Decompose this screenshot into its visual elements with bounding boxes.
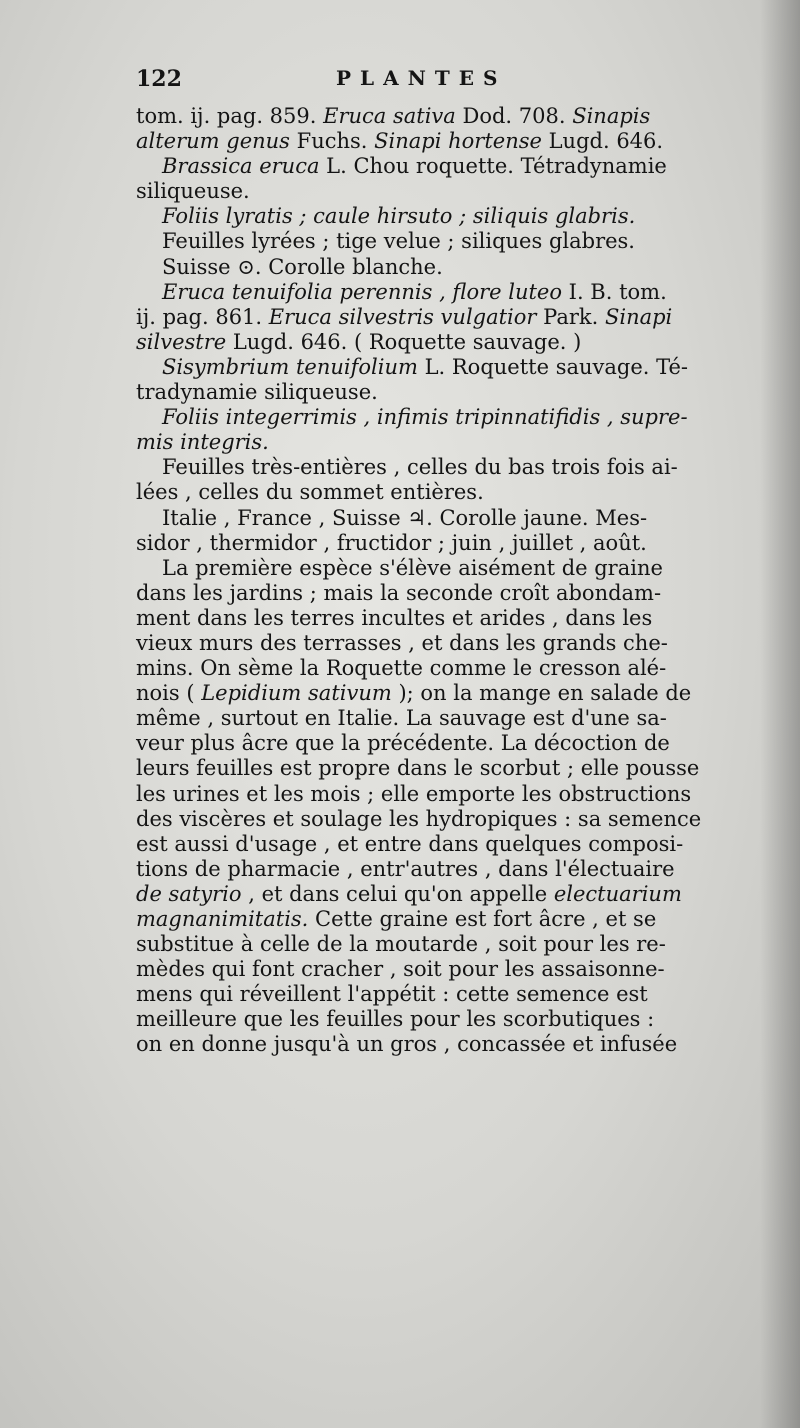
text-run: nois (	[136, 681, 202, 706]
text-run: L. Chou roquette. Tétradynamie	[319, 154, 667, 179]
text-line	[136, 104, 768, 129]
text-run: lées , celles du sommet entières.	[136, 480, 484, 505]
page-edge-shadow	[760, 0, 800, 1428]
italic-text: Foliis integerrimis , infimis tripinnatifidis , supre-	[162, 405, 688, 430]
text-line	[136, 581, 768, 606]
text-line	[136, 606, 768, 631]
text-run: on en donne jusqu'à un gros , concassée et infusée	[136, 1032, 678, 1057]
text-line	[136, 531, 768, 556]
text-line	[136, 932, 768, 957]
text-run: tions de pharmacie , entr'autres , dans l'électuaire	[136, 856, 675, 881]
italic-text: electuarium	[553, 881, 682, 906]
text-run: ment dans les terres incultes et arides , dans les	[136, 605, 653, 630]
text-line	[136, 656, 768, 681]
text-line	[136, 480, 768, 505]
italic-text: Eruca tenuifolia perennis , flore luteo	[162, 279, 562, 304]
text-line	[136, 355, 768, 380]
text-line	[136, 907, 768, 932]
text-run: Lugd. 646. ( Roquette sauvage. )	[226, 329, 582, 354]
text-line	[136, 380, 768, 405]
text-line	[136, 731, 768, 756]
text-run: ); on la mange en salade de	[391, 681, 692, 706]
text-line	[136, 832, 768, 857]
text-line	[136, 681, 768, 706]
text-line	[136, 1032, 768, 1057]
text-run: La première espèce s'élève aisément de graine	[162, 555, 663, 580]
text-line	[136, 882, 768, 907]
text-run: les urines et les mois ; elle emporte les obstructions	[136, 781, 692, 806]
text-line	[136, 506, 768, 531]
text-run: Italie , France , Suisse ♃. Corolle jaune. Mes-	[162, 505, 648, 530]
text-line	[136, 455, 768, 480]
text-run: Lugd. 646.	[541, 129, 664, 154]
text-run: est aussi d'usage , et entre dans quelques composi-	[136, 831, 684, 856]
text-line	[136, 179, 768, 204]
text-line	[136, 154, 768, 179]
text-run: mèdes qui font cracher , soit pour les assaisonne-	[136, 957, 665, 982]
text-line	[136, 957, 768, 982]
italic-text: Eruca sativa	[323, 104, 456, 128]
text-run: Feuilles très-entières , celles du bas trois fois ai-	[162, 455, 678, 480]
body-text	[136, 104, 768, 1058]
text-run: Cette graine est fort âcre , et se	[308, 907, 657, 931]
text-line	[136, 305, 768, 330]
text-run: mins. On sème la Roquette comme le cresson alé-	[136, 656, 667, 681]
text-line	[136, 706, 768, 731]
text-line	[136, 255, 768, 280]
italic-text: Foliis lyratis ; caule hirsuto ; siliquis glabris.	[162, 204, 636, 229]
text-run: Fuchs.	[289, 129, 375, 154]
text-run: des viscères et soulage les hydropiques : sa semence	[136, 806, 702, 831]
italic-text: alterum genus	[136, 129, 290, 154]
text-run: Feuilles lyrées ; tige velue ; siliques glabres.	[162, 229, 635, 254]
text-run: tradynamie siliqueuse.	[136, 380, 378, 405]
text-run: meilleure que les feuilles pour les scorbutiques :	[136, 1007, 655, 1032]
italic-text: Sinapi hortense	[374, 129, 542, 154]
text-run: substitue à celle de la moutarde , soit pour les re-	[136, 932, 666, 957]
text-line	[136, 229, 768, 254]
text-run: leurs feuilles est propre dans le scorbut ; elle pousse	[136, 756, 700, 781]
text-run: dans les jardins ; mais la seconde croît abondam-	[136, 580, 662, 605]
text-line	[136, 857, 768, 882]
text-run: mens qui réveillent l'appétit : cette semence est	[136, 982, 648, 1007]
text-line	[136, 405, 768, 430]
text-run: ij. pag. 861.	[136, 304, 269, 329]
italic-text: Eruca silvestris vulgatior	[268, 304, 537, 329]
text-run: siliqueuse.	[136, 179, 250, 204]
text-run: L. Roquette sauvage. Té-	[417, 354, 689, 379]
text-line	[136, 982, 768, 1007]
italic-text: Lepidium sativum	[201, 681, 392, 706]
italic-text: de satyrio	[136, 881, 242, 906]
text-run: Park.	[536, 304, 605, 329]
text-run: même , surtout en Italie. La sauvage est d'une sa-	[136, 706, 667, 731]
page-header	[136, 66, 766, 96]
text-line	[136, 631, 768, 656]
text-line	[136, 807, 768, 832]
text-run: I. B. tom.	[561, 279, 667, 304]
italic-text: magnanimitatis.	[136, 907, 309, 931]
text-line	[136, 1007, 768, 1032]
text-run: tom. ij. pag. 859.	[136, 104, 324, 128]
text-line	[136, 430, 768, 455]
text-line	[136, 756, 768, 781]
text-run: Dod. 708.	[455, 104, 573, 128]
text-run: sidor , thermidor , fructidor ; juin , juillet , août.	[136, 530, 647, 555]
italic-text: Sinapis	[572, 104, 651, 128]
text-run: , et dans celui qu'on appelle	[241, 881, 554, 906]
running-title: PLANTES	[336, 66, 507, 90]
text-line	[136, 556, 768, 581]
italic-text: Sisymbrium tenuifolium	[162, 354, 418, 379]
italic-text: Brassica eruca	[162, 154, 320, 179]
page-number: 122	[136, 66, 182, 92]
text-line	[136, 330, 768, 355]
italic-text: mis integris.	[136, 430, 269, 455]
text-run: vieux murs des terrasses , et dans les grands che-	[136, 630, 668, 655]
text-run: Suisse ⊙. Corolle blanche.	[162, 254, 443, 279]
text-line	[136, 280, 768, 305]
italic-text: silvestre	[136, 329, 227, 354]
text-run: veur plus âcre que la précédente. La décoction de	[136, 731, 670, 756]
text-line	[136, 782, 768, 807]
text-line	[136, 129, 768, 154]
text-line	[136, 204, 768, 229]
italic-text: Sinapi	[604, 304, 673, 329]
